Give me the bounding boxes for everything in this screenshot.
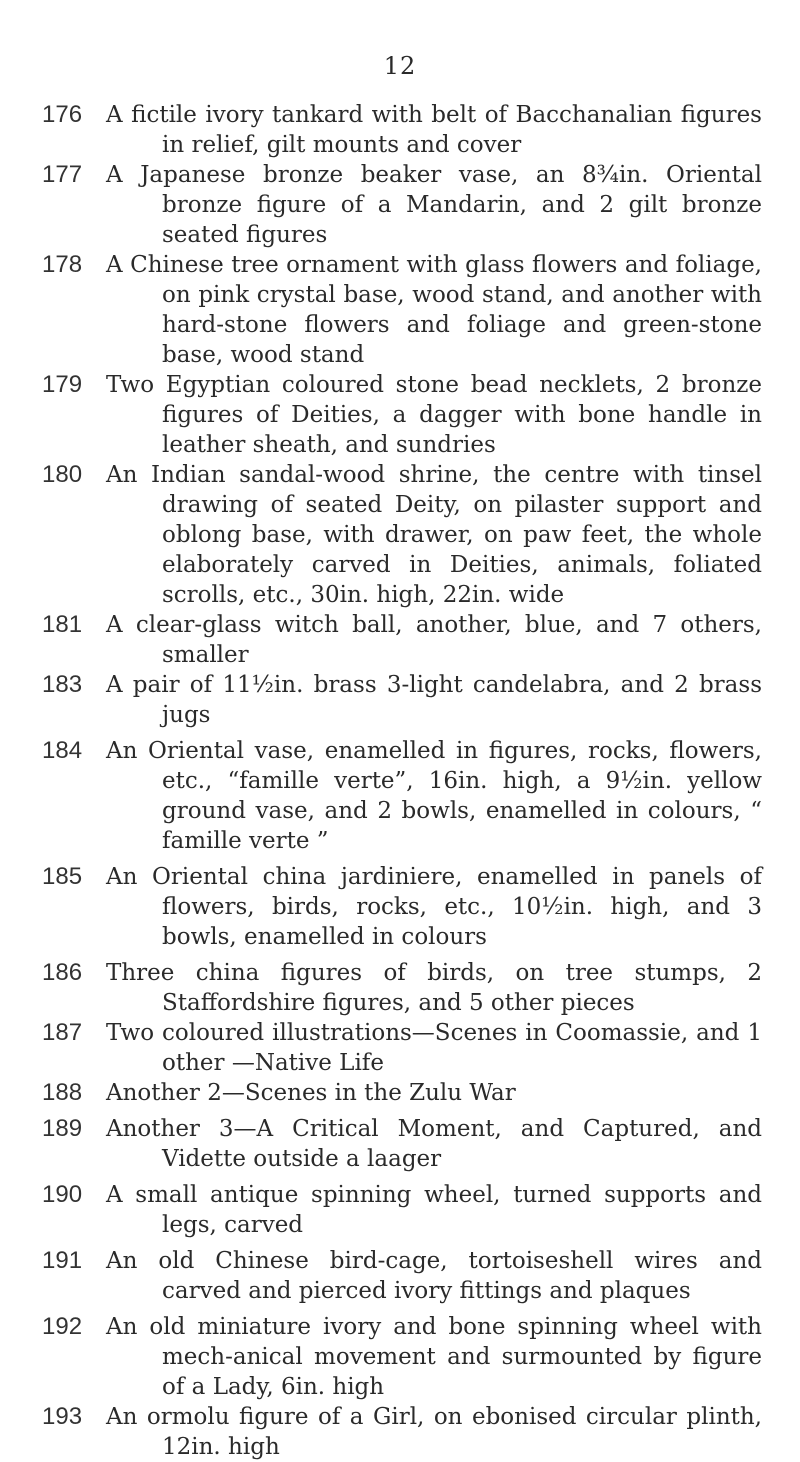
- lot-description: A Chinese tree ornament with glass flowers and foliage, on pink crystal base, wood stand, and another with hard-stone flowers and foliage and green-stone base, wood stand: [106, 252, 762, 368]
- lot-entry: [42, 1114, 762, 1174]
- lot-number: 179: [42, 371, 83, 398]
- lot-entry: [42, 1402, 762, 1462]
- lot-entry: [42, 100, 762, 160]
- lot-description: Three china figures of birds, on tree stumps, 2 Staffordshire figures, and 5 other pieces: [106, 960, 762, 1016]
- lot-entry: [42, 460, 762, 610]
- lot-entry: [42, 1078, 762, 1108]
- lot-entry: [42, 1246, 762, 1306]
- lot-entry: [42, 670, 762, 730]
- lot-number: 177: [42, 161, 83, 188]
- lot-entry: [42, 610, 762, 670]
- lot-description: Two coloured illustrations—Scenes in Coomassie, and 1 other —Native Life: [106, 1020, 762, 1076]
- lot-description: A Japanese bronze beaker vase, an 8¾in. Oriental bronze figure of a Mandarin, and 2 gilt bronze seated figures: [106, 162, 762, 248]
- lot-number: 181: [42, 611, 83, 638]
- lot-entry: [42, 736, 762, 856]
- lot-number: 183: [42, 671, 83, 698]
- lot-number: 178: [42, 251, 83, 278]
- lot-description: A clear-glass witch ball, another, blue, and 7 others, smaller: [106, 612, 762, 668]
- lot-entry: [42, 1180, 762, 1240]
- lot-description: An Oriental china jardiniere, enamelled in panels of flowers, birds, rocks, etc., 10½in. high, and 3 bowls, enamelled in colours: [106, 864, 762, 950]
- lot-description: Another 3—A Critical Moment, and Captured, and Vidette outside a laager: [106, 1116, 762, 1172]
- lot-entry: [42, 1018, 762, 1078]
- lot-number: 180: [42, 461, 83, 488]
- lot-description: An Oriental vase, enamelled in figures, rocks, flowers, etc., “famille verte”, 16in. high, a 9½in. yellow ground vase, and 2 bowls, enamelled in colours, “ famille verte ”: [106, 738, 762, 854]
- lot-number: 191: [42, 1247, 83, 1274]
- lot-description: An Indian sandal-wood shrine, the centre with tinsel drawing of seated Deity, on pilaster support and oblong base, with drawer, on paw feet, the whole elaborately carved in Deities, animals, foliated scrolls, etc., 30in. high, 22in. wide: [106, 462, 762, 608]
- lot-number: 176: [42, 101, 83, 128]
- lot-description: Another 2—Scenes in the Zulu War: [106, 1080, 516, 1106]
- lot-number: 184: [42, 737, 83, 764]
- lot-list: [42, 100, 762, 1462]
- lot-description: A small antique spinning wheel, turned supports and legs, carved: [106, 1182, 762, 1238]
- lot-number: 193: [42, 1403, 83, 1430]
- lot-number: 185: [42, 863, 83, 890]
- lot-description: A fictile ivory tankard with belt of Bacchanalian figures in relief, gilt mounts and cover: [106, 102, 762, 158]
- lot-number: 187: [42, 1019, 83, 1046]
- lot-entry: [42, 250, 762, 370]
- lot-description: An ormolu figure of a Girl, on ebonised circular plinth, 12in. high: [106, 1404, 762, 1460]
- lot-description: A pair of 11½in. brass 3-light candelabra, and 2 brass jugs: [106, 672, 762, 728]
- lot-description: An old Chinese bird-cage, tortoiseshell wires and carved and pierced ivory fittings and plaques: [106, 1248, 762, 1304]
- lot-entry: [42, 862, 762, 952]
- lot-entry: [42, 160, 762, 250]
- lot-number: 188: [42, 1079, 83, 1106]
- lot-number: 189: [42, 1115, 83, 1142]
- lot-number: 186: [42, 959, 83, 986]
- page-number: 12: [383, 52, 417, 80]
- lot-number: 192: [42, 1313, 83, 1340]
- lot-description: Two Egyptian coloured stone bead necklets, 2 bronze figures of Deities, a dagger with bone handle in leather sheath, and sundries: [106, 372, 762, 458]
- lot-number: 190: [42, 1181, 83, 1208]
- lot-entry: [42, 958, 762, 1018]
- lot-entry: [42, 370, 762, 460]
- lot-entry: [42, 1312, 762, 1402]
- lot-description: An old miniature ivory and bone spinning wheel with mech-anical movement and surmounted by figure of a Lady, 6in. high: [106, 1314, 762, 1400]
